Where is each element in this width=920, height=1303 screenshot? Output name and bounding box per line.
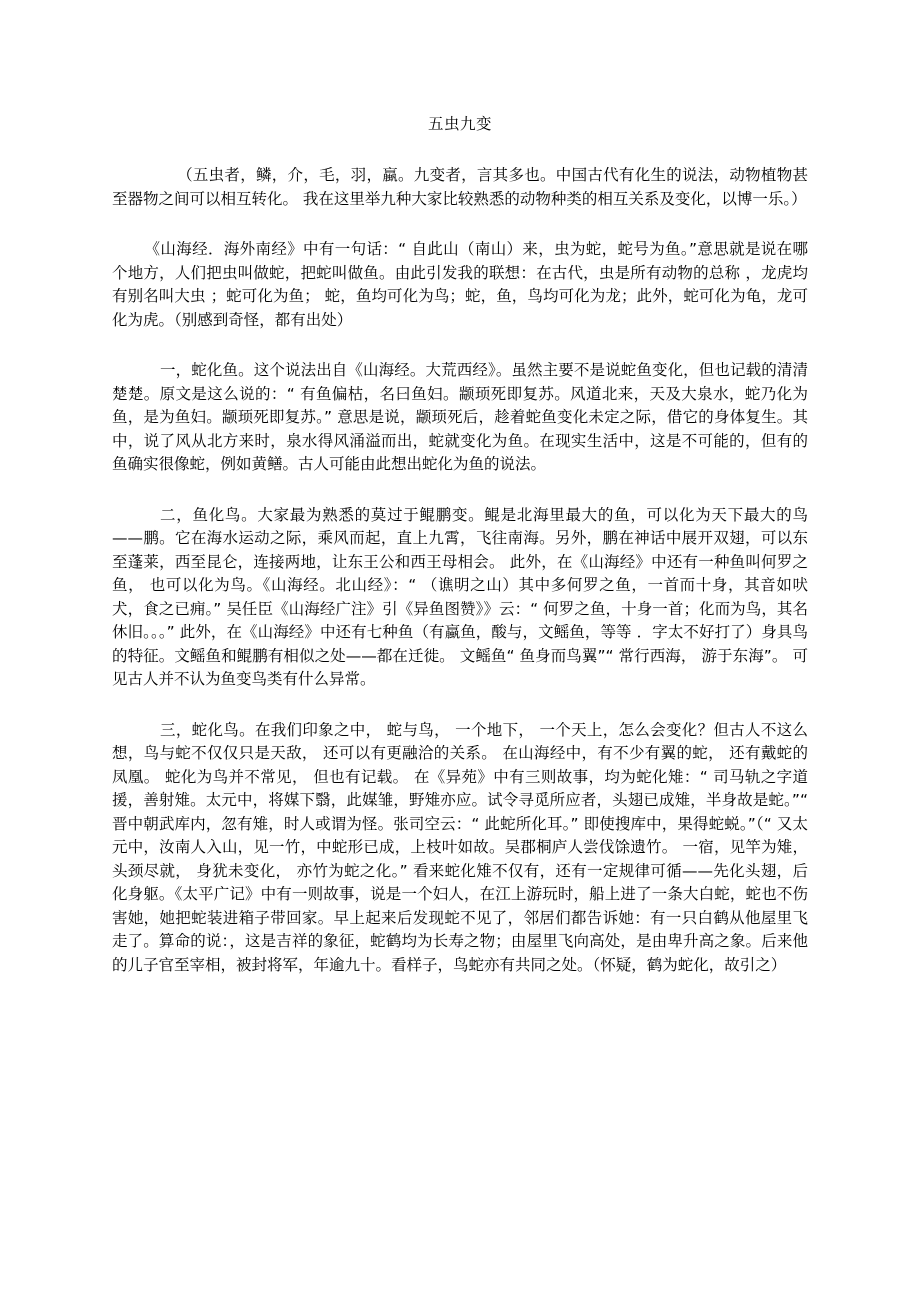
paragraph-shanhaijing-quote: 《山海经．海外南经》中有一句话：“ 自此山（南山）来，虫为蛇，蛇号为鱼。”意思就是说在哪个地方，人们把虫叫做蛇，把蛇叫做鱼。由此引发我的联想：在古代，虫是所有动物的总称 ，龙虎均有别名叫大虫 ；蛇可化为鱼； 蛇，鱼均可化为鸟；蛇，鱼，鸟均可化为龙；此外，蛇可化为龟，龙可化为虎。（别感到奇怪，都有出处） xyxy=(112,240,808,329)
paragraph-section-two: 二，鱼化鸟。大家最为熟悉的莫过于鲲鹏变。鲲是北海里最大的鱼，可以化为天下最大的鸟——鹏。它在海水运动之际，乘风而起，直上九霄，飞往南海。另外，鹏在神话中展开双翅，可以东至蓬莱，西至昆仑，连接两地，让东王公和西王母相会。 此外，在《山海经》中还有一种鱼叫何罗之鱼， 也可以化为鸟。《山海经。北山经》：“ （谯明之山）其中多何罗之鱼，一首而十身，其音如吠犬，食之已痈。” 吴任臣《山海经广注》引《异鱼图赞》》云：“ 何罗之鱼，十身一首；化而为鸟，其名休旧。。。” 此外，在《山海经》中还有七种鱼（有蠃鱼，酸与，文鳐鱼，等等 ．字太不好打了）身具鸟的特征。文鳐鱼和鲲鹏有相似之处——都在迁徙。 文鳐鱼“ 鱼身而鸟翼”“ 常行西海， 游于东海”。 可见古人并不认为鱼变鸟类有什么异常。 xyxy=(112,505,808,688)
document-content xyxy=(112,0,808,977)
paragraph-intro: （五虫者，鳞，介，毛，羽，蠃。九变者，言其多也。中国古代有化生的说法，动物植物甚至器物之间可以相互转化。 我在这里举九种大家比较熟悉的动物种类的相互关系及变化，以博一乐。） xyxy=(112,166,808,208)
paragraph-section-three: 三，蛇化鸟。在我们印象之中， 蛇与鸟， 一个地下， 一个天上，怎么会变化？但古人不这么想，鸟与蛇不仅仅只是天敌， 还可以有更融洽的关系。 在山海经中，有不少有翼的蛇， 还有戴蛇的凤凰。 蛇化为鸟并不常见， 但也有记载。 在《异苑》中有三则故事，均为蛇化雉：“ 司马轨之字道援，善射雉。太元中，将媒下翳，此媒雏，野雉亦应。试令寻觅所应者，头翅已成雉，半身故是蛇。”“ 晋中朝武库内，忽有雉，时人或谓为怪。张司空云：“ 此蛇所化耳。” 即使搜库中，果得蛇蜕。”（“ 又太元中，汝南人入山，见一竹，中蛇形已成，上枝叶如故。吴郡桐庐人尝伐馀遗竹。 一宿，见竿为雉， 头颈尽就， 身犹未变化， 亦竹为蛇之化。” 看来蛇化雉不仅有，还有一定规律可循——先化头翅，后化身躯。《太平广记》中有一则故事，说是一个妇人，在江上游玩时，船上进了一条大白蛇，蛇也不伤害她，她把蛇装进箱子带回家。早上起来后发现蛇不见了，邻居们都告诉她：有一只白鹤从他屋里飞走了。算命的说：，这是吉祥的象征，蛇鹤均为长寿之物；由屋里飞向高处，是由卑升高之象。后来他的儿子官至宰相，被封将军，年逾九十。看样子，鸟蛇亦有共同之处。（怀疑，鹤为蛇化，故引之） xyxy=(112,720,808,974)
page-title: 五虫九变 xyxy=(427,115,492,133)
paragraph-section-one: 一，蛇化鱼。这个说法出自《山海经。大荒西经》。虽然主要不是说蛇鱼变化，但也记载的清清楚楚。原文是这么说的：“ 有鱼偏枯，名曰鱼妇。颛顼死即复苏。风道北来，天及大泉水，蛇乃化为鱼，是为鱼妇。颛顼死即复苏。” 意思是说，颛顼死后，趁着蛇鱼变化未定之际，借它的身体复生。其中，说了风从北方来时，泉水得风涌溢而出，蛇就变化为鱼。在现实生活中，这是不可能的，但有的鱼确实很像蛇，例如黄鳝。古人可能由此想出蛇化为鱼的说法。 xyxy=(112,361,808,473)
